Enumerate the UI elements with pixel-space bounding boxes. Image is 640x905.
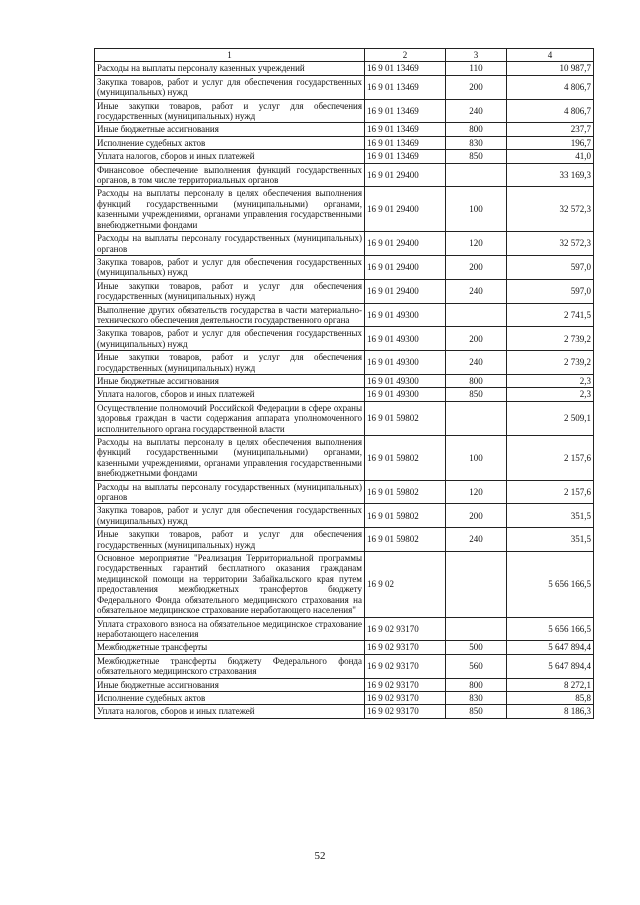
row-amount: 5 656 166,5 [507,617,594,641]
table-row [95,150,594,163]
row-expense-type: 800 [446,123,507,136]
row-expense-type: 240 [446,351,507,375]
table-row [95,678,594,691]
row-expense-type [446,617,507,641]
row-name: Межбюджетные трансферты бюджету Федерального фонда обязательного медицинского страхования [95,654,365,678]
row-expense-type [446,163,507,187]
table-row [95,99,594,123]
row-code: 16 9 02 93170 [365,678,446,691]
row-name: Уплата страхового взноса на обязательное медицинское страхование неработающего населения [95,617,365,641]
header-col-4: 4 [507,49,594,62]
row-name: Уплата налогов, сборов и иных платежей [95,388,365,401]
table-row [95,436,594,481]
table-row [95,401,594,435]
row-name: Осуществление полномочий Российской Федерации в сфере охраны здоровья граждан в части содержания аппарата уполномоченного исполнительного органа государственной власти [95,401,365,435]
row-expense-type: 560 [446,654,507,678]
row-amount: 2 157,6 [507,436,594,481]
header-col-1: 1 [95,49,365,62]
row-expense-type: 500 [446,641,507,654]
row-name: Иные закупки товаров, работ и услуг для обеспечения государственных (муниципальных) нужд [95,528,365,552]
table-row [95,388,594,401]
row-expense-type: 850 [446,150,507,163]
row-code: 16 9 01 49300 [365,374,446,387]
header-col-2: 2 [365,49,446,62]
row-code: 16 9 01 13469 [365,99,446,123]
row-expense-type [446,401,507,435]
row-expense-type: 240 [446,99,507,123]
table-row [95,163,594,187]
row-name: Иные закупки товаров, работ и услуг для обеспечения государственных (муниципальных) нужд [95,279,365,303]
row-code: 16 9 02 93170 [365,641,446,654]
row-name: Иные бюджетные ассигнования [95,678,365,691]
table-row [95,187,594,232]
row-expense-type: 830 [446,691,507,704]
row-amount: 32 572,3 [507,232,594,256]
table-row [95,75,594,99]
header-row [95,49,594,62]
table-row [95,374,594,387]
row-code: 16 9 01 49300 [365,303,446,327]
row-expense-type: 240 [446,279,507,303]
table-row [95,303,594,327]
table-row [95,123,594,136]
row-code: 16 9 01 13469 [365,150,446,163]
table-row [95,480,594,504]
row-expense-type: 200 [446,504,507,528]
row-name: Уплата налогов, сборов и иных платежей [95,705,365,718]
row-code: 16 9 01 49300 [365,388,446,401]
row-expense-type: 240 [446,528,507,552]
row-name: Закупка товаров, работ и услуг для обеспечения государственных (муниципальных) нужд [95,255,365,279]
row-code: 16 9 01 59802 [365,436,446,481]
row-code: 16 9 02 93170 [365,617,446,641]
row-name: Закупка товаров, работ и услуг для обеспечения государственных (муниципальных) нужд [95,75,365,99]
table-row [95,504,594,528]
table-row [95,136,594,149]
row-code: 16 9 01 13469 [365,62,446,75]
table-row [95,705,594,718]
row-amount: 5 647 894,4 [507,641,594,654]
row-amount: 2 741,5 [507,303,594,327]
row-name: Расходы на выплаты персоналу в целях обеспечения выполнения функций государственными (муниципальными) органами, казенными учреждениями, органами управления государственными внебюджетными фондами [95,436,365,481]
table-row [95,279,594,303]
row-name: Расходы на выплаты персоналу казенных учреждений [95,62,365,75]
row-code: 16 9 01 13469 [365,123,446,136]
row-name: Иные бюджетные ассигнования [95,374,365,387]
table-row [95,232,594,256]
row-name: Основное мероприятие "Реализация Территориальной программы государственных гарантий бесплатного оказания гражданам медицинской помощи на территории Забайкальского края путем предоставления межбюджетных трансфертов бюджету Федерального Фонда обязательного медицинского страхования на обязательное медицинское страхование неработающего населения" [95,552,365,617]
row-amount: 8 186,3 [507,705,594,718]
table-row [95,552,594,617]
row-expense-type: 800 [446,374,507,387]
row-expense-type: 800 [446,678,507,691]
row-amount: 351,5 [507,528,594,552]
row-expense-type [446,552,507,617]
row-expense-type: 200 [446,327,507,351]
row-name: Закупка товаров, работ и услуг для обеспечения государственных (муниципальных) нужд [95,504,365,528]
row-name: Выполнение других обязательств государства в части материально-технического обеспечения деятельности государственного органа [95,303,365,327]
row-code: 16 9 01 59802 [365,504,446,528]
row-amount: 10 987,7 [507,62,594,75]
row-amount: 4 806,7 [507,99,594,123]
row-expense-type: 100 [446,436,507,481]
row-code: 16 9 02 93170 [365,691,446,704]
row-name: Исполнение судебных актов [95,136,365,149]
row-expense-type: 100 [446,187,507,232]
row-amount: 4 806,7 [507,75,594,99]
row-amount: 597,0 [507,255,594,279]
row-amount: 2 157,6 [507,480,594,504]
table-row [95,255,594,279]
row-amount: 32 572,3 [507,187,594,232]
row-name: Иные закупки товаров, работ и услуг для обеспечения государственных (муниципальных) нужд [95,351,365,375]
row-code: 16 9 01 59802 [365,401,446,435]
row-amount: 5 647 894,4 [507,654,594,678]
row-expense-type: 830 [446,136,507,149]
row-code: 16 9 01 59802 [365,528,446,552]
row-expense-type: 850 [446,705,507,718]
row-amount: 2 739,2 [507,351,594,375]
row-amount: 41,0 [507,150,594,163]
table-row [95,528,594,552]
table-row [95,327,594,351]
row-name: Иные закупки товаров, работ и услуг для обеспечения государственных (муниципальных) нужд [95,99,365,123]
row-amount: 237,7 [507,123,594,136]
table-row [95,654,594,678]
row-code: 16 9 01 29400 [365,187,446,232]
row-name: Исполнение судебных актов [95,691,365,704]
row-expense-type: 120 [446,480,507,504]
row-amount: 597,0 [507,279,594,303]
row-code: 16 9 01 59802 [365,480,446,504]
row-amount: 2 739,2 [507,327,594,351]
row-expense-type: 200 [446,255,507,279]
row-code: 16 9 01 29400 [365,232,446,256]
row-amount: 33 169,3 [507,163,594,187]
table-row [95,691,594,704]
row-code: 16 9 01 49300 [365,327,446,351]
table-body [95,62,594,718]
table-row [95,351,594,375]
header-col-3: 3 [446,49,507,62]
table-row [95,641,594,654]
row-amount: 196,7 [507,136,594,149]
row-amount: 2 509,1 [507,401,594,435]
row-name: Расходы на выплаты персоналу государственных (муниципальных) органов [95,232,365,256]
row-code: 16 9 01 13469 [365,75,446,99]
row-name: Уплата налогов, сборов и иных платежей [95,150,365,163]
row-name: Расходы на выплаты персоналу государственных (муниципальных) органов [95,480,365,504]
row-code: 16 9 01 29400 [365,255,446,279]
row-expense-type: 850 [446,388,507,401]
row-amount: 85,8 [507,691,594,704]
row-name: Расходы на выплаты персоналу в целях обеспечения выполнения функций государственными (муниципальными) органами, казенными учреждениями, органами управления государственными внебюджетными фондами [95,187,365,232]
row-expense-type: 110 [446,62,507,75]
table-row [95,617,594,641]
row-code: 16 9 01 29400 [365,163,446,187]
row-name: Иные бюджетные ассигнования [95,123,365,136]
row-code: 16 9 01 13469 [365,136,446,149]
page-number: 52 [314,850,326,862]
row-amount: 2,3 [507,388,594,401]
table-header [95,49,594,62]
table-row [95,62,594,75]
row-code: 16 9 02 [365,552,446,617]
row-amount: 5 656 166,5 [507,552,594,617]
row-code: 16 9 02 93170 [365,654,446,678]
row-name: Финансовое обеспечение выполнения функций государственных органов, в том числе территориальных органов [95,163,365,187]
row-code: 16 9 02 93170 [365,705,446,718]
row-expense-type: 200 [446,75,507,99]
row-code: 16 9 01 49300 [365,351,446,375]
row-name: Межбюджетные трансферты [95,641,365,654]
row-amount: 2,3 [507,374,594,387]
row-code: 16 9 01 29400 [365,279,446,303]
row-expense-type [446,303,507,327]
row-name: Закупка товаров, работ и услуг для обеспечения государственных (муниципальных) нужд [95,327,365,351]
budget-table [94,48,594,719]
row-amount: 8 272,1 [507,678,594,691]
row-amount: 351,5 [507,504,594,528]
row-expense-type: 120 [446,232,507,256]
